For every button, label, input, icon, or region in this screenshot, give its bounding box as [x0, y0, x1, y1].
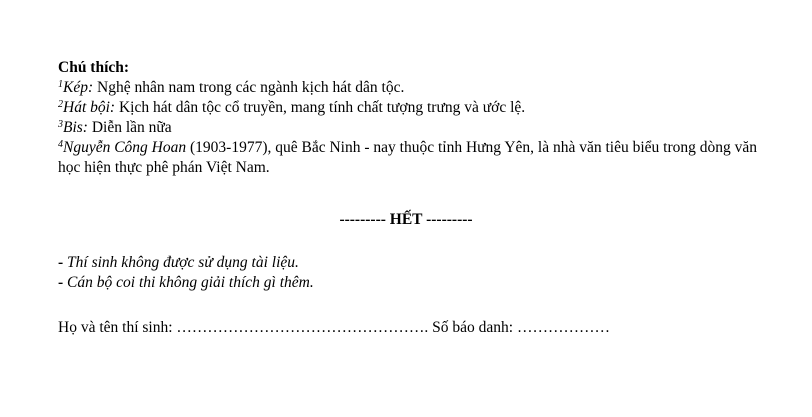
footnote-number: 2: [58, 99, 63, 110]
footnote-term: Hát bội:: [63, 99, 116, 116]
footnote-1: [58, 78, 778, 98]
end-mark: --------- HẾT ---------: [339, 211, 473, 228]
footnotes-heading: Chú thích:: [58, 59, 130, 76]
instruction-line: [58, 253, 314, 273]
footnote-number: 4: [58, 139, 63, 150]
instruction-dash: -: [58, 274, 64, 291]
footnote-text: Nghệ nhân nam trong các ngành kịch hát dân tộc.: [93, 79, 405, 96]
footnote-2: [58, 98, 778, 118]
footnote-term: Bis:: [63, 119, 88, 136]
instruction-line: [58, 273, 314, 293]
exam-instructions: [58, 253, 314, 293]
footnotes-section: [58, 58, 778, 178]
footnote-text: (1903-1977), quê Bắc Ninh - nay thuộc tỉnh Hưng Yên, là nhà văn tiêu biểu trong dòng văn học hiện thực phê phán Việt Nam.: [58, 139, 758, 176]
footnote-number: 3: [58, 119, 63, 130]
footnote-4: [58, 138, 778, 178]
footnote-number: 1: [58, 79, 63, 90]
footnote-3: [58, 118, 778, 138]
footnote-term: Kép:: [63, 79, 94, 96]
candidate-info-line: Họ và tên thí sinh: …………………………………………. Số báo danh: ………………: [58, 319, 610, 336]
footnote-text: Diễn lần nữa: [87, 119, 172, 136]
footnote-text: Kịch hát dân tộc cổ truyền, mang tính chất tượng trưng và ước lệ.: [115, 99, 526, 116]
instruction-text: Thí sinh không được sử dụng tài liệu.: [63, 254, 299, 271]
instruction-dash: -: [58, 254, 64, 271]
footnote-term: Nguyễn Công Hoan: [63, 139, 187, 156]
instruction-text: Cán bộ coi thi không giải thích gì thêm.: [63, 274, 314, 291]
